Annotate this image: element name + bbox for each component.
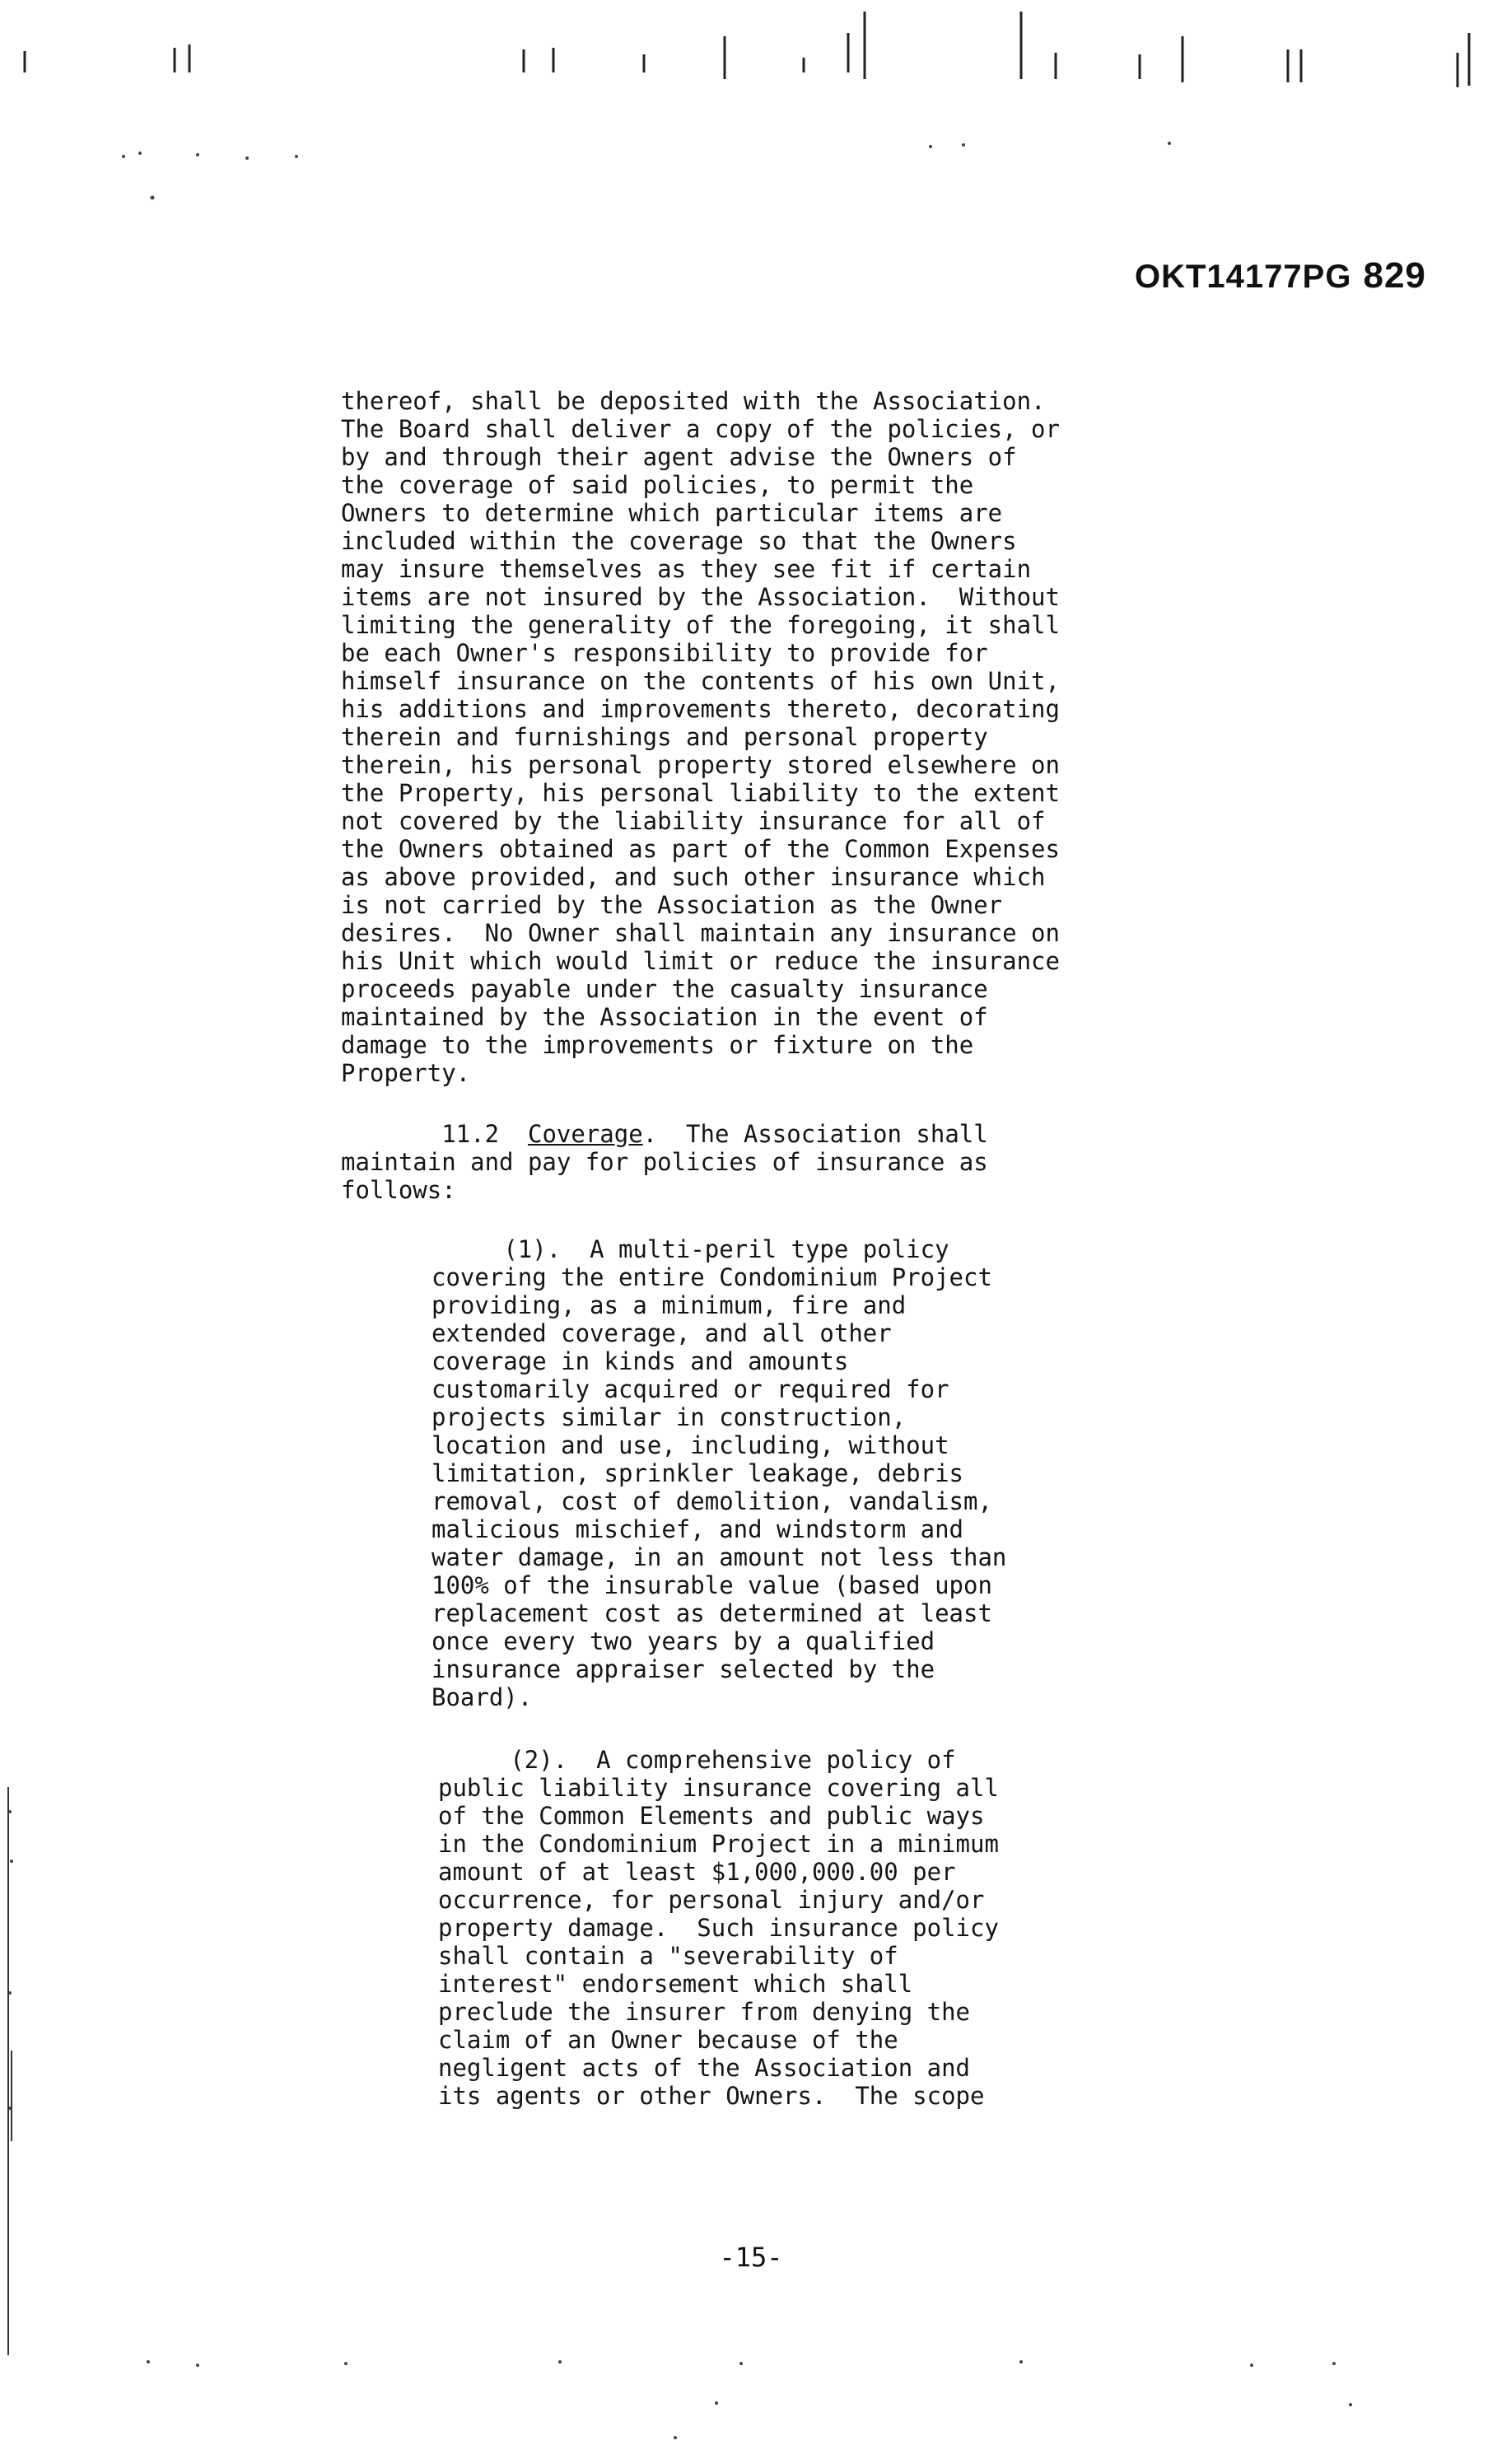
item-2-first-line: (2). A comprehensive policy of xyxy=(510,1746,956,1774)
text-line: as above provided, and such other insurance which xyxy=(341,863,1046,891)
text-line: maintained by the Association in the event of xyxy=(341,1003,988,1031)
text-line: once every two years by a qualified xyxy=(431,1627,935,1655)
book-page-reference xyxy=(1135,255,1426,296)
text-line: coverage in kinds and amounts xyxy=(431,1347,849,1375)
text-line: maintain and pay for policies of insurance as xyxy=(341,1148,988,1176)
text-line: shall contain a "severability of xyxy=(438,1942,898,1970)
text-line: in the Condominium Project in a minimum xyxy=(438,1830,999,1858)
text-line: limitation, sprinkler leakage, debris xyxy=(431,1459,964,1487)
text-line: therein and furnishings and personal property xyxy=(341,723,988,751)
text-line: property damage. Such insurance policy xyxy=(438,1914,999,1942)
book-reference: OKT14177PG xyxy=(1135,259,1352,295)
text-line: providing, as a minimum, fire and xyxy=(431,1291,907,1319)
text-line: Property. xyxy=(341,1059,471,1087)
text-line: removal, cost of demolition, vandalism, xyxy=(431,1487,992,1515)
text-line: Board). xyxy=(431,1683,533,1711)
text-line: negligent acts of the Association and xyxy=(438,2054,971,2082)
text-line: insurance appraiser selected by the xyxy=(431,1655,935,1683)
text-line: customarily acquired or required for xyxy=(431,1375,949,1403)
text-line: of the Common Elements and public ways xyxy=(438,1802,985,1830)
text-line: extended coverage, and all other xyxy=(431,1319,892,1347)
text-line: amount of at least $1,000,000.00 per xyxy=(438,1858,956,1886)
text-line: 100% of the insurable value (based upon xyxy=(431,1571,992,1599)
item-public-liability-policy xyxy=(438,1746,999,2110)
page-reference: 829 xyxy=(1363,255,1426,296)
text-line: replacement cost as determined at least xyxy=(431,1599,992,1627)
text-line: public liability insurance covering all xyxy=(438,1774,999,1802)
section-heading-rest: . The Association shall xyxy=(642,1120,988,1148)
text-line: claim of an Owner because of the xyxy=(438,2026,898,2054)
section-number: 11.2 xyxy=(441,1120,500,1148)
text-line: malicious mischief, and windstorm and xyxy=(431,1515,964,1543)
text-line: preclude the insurer from denying the xyxy=(438,1998,971,2026)
text-line: interest" endorsement which shall xyxy=(438,1970,913,1998)
text-line: covering the entire Condominium Project xyxy=(431,1263,992,1291)
text-line: proceeds payable under the casualty insurance xyxy=(341,975,988,1003)
text-line: damage to the improvements or fixture on the xyxy=(341,1031,974,1059)
page-number: -15- xyxy=(719,2242,783,2273)
text-line: may insure themselves as they see fit if certain xyxy=(341,555,1032,583)
text-line: his Unit which would limit or reduce the insurance xyxy=(341,947,1060,975)
text-line: not covered by the liability insurance for all of xyxy=(341,807,1046,835)
text-line: its agents or other Owners. The scope xyxy=(438,2082,985,2110)
item-1-first-line: (1). A multi-peril type policy xyxy=(503,1235,949,1263)
text-line xyxy=(438,1746,999,1774)
text-line: his additions and improvements thereto, decorating xyxy=(341,695,1060,723)
text-line: desires. No Owner shall maintain any insurance on xyxy=(341,919,1060,947)
item-multi-peril-policy xyxy=(431,1235,1006,1711)
paragraph-insurance-responsibility xyxy=(341,387,1060,1087)
text-line: location and use, including, without xyxy=(431,1431,949,1459)
text-line: projects similar in construction, xyxy=(431,1403,907,1431)
text-line: the Owners obtained as part of the Common Expenses xyxy=(341,835,1060,863)
text-line: by and through their agent advise the Owners of xyxy=(341,443,1017,471)
section-heading: Coverage xyxy=(527,1120,643,1148)
text-line: included within the coverage so that the Owners xyxy=(341,527,1017,555)
text-line: himself insurance on the contents of his own Unit, xyxy=(341,667,1060,695)
section-heading-line xyxy=(341,1120,988,1148)
text-line: Owners to determine which particular items are xyxy=(341,499,1003,527)
text-line xyxy=(431,1235,1006,1263)
text-line: follows: xyxy=(341,1176,456,1204)
text-line: limiting the generality of the foregoing, it shall xyxy=(341,611,1060,639)
text-line: the Property, his personal liability to the extent xyxy=(341,779,1060,807)
text-line: water damage, in an amount not less than xyxy=(431,1543,1007,1571)
text-line: therein, his personal property stored elsewhere on xyxy=(341,751,1060,779)
text-line: thereof, shall be deposited with the Association. xyxy=(341,387,1046,415)
section-11-2-coverage xyxy=(341,1120,988,1204)
text-line: is not carried by the Association as the Owner xyxy=(341,891,1003,919)
text-line: occurrence, for personal injury and/or xyxy=(438,1886,985,1914)
text-line: items are not insured by the Association. Without xyxy=(341,583,1060,611)
text-line: the coverage of said policies, to permit the xyxy=(341,471,974,499)
text-line: be each Owner's responsibility to provide for xyxy=(341,639,988,667)
text-line: The Board shall deliver a copy of the policies, or xyxy=(341,415,1060,443)
